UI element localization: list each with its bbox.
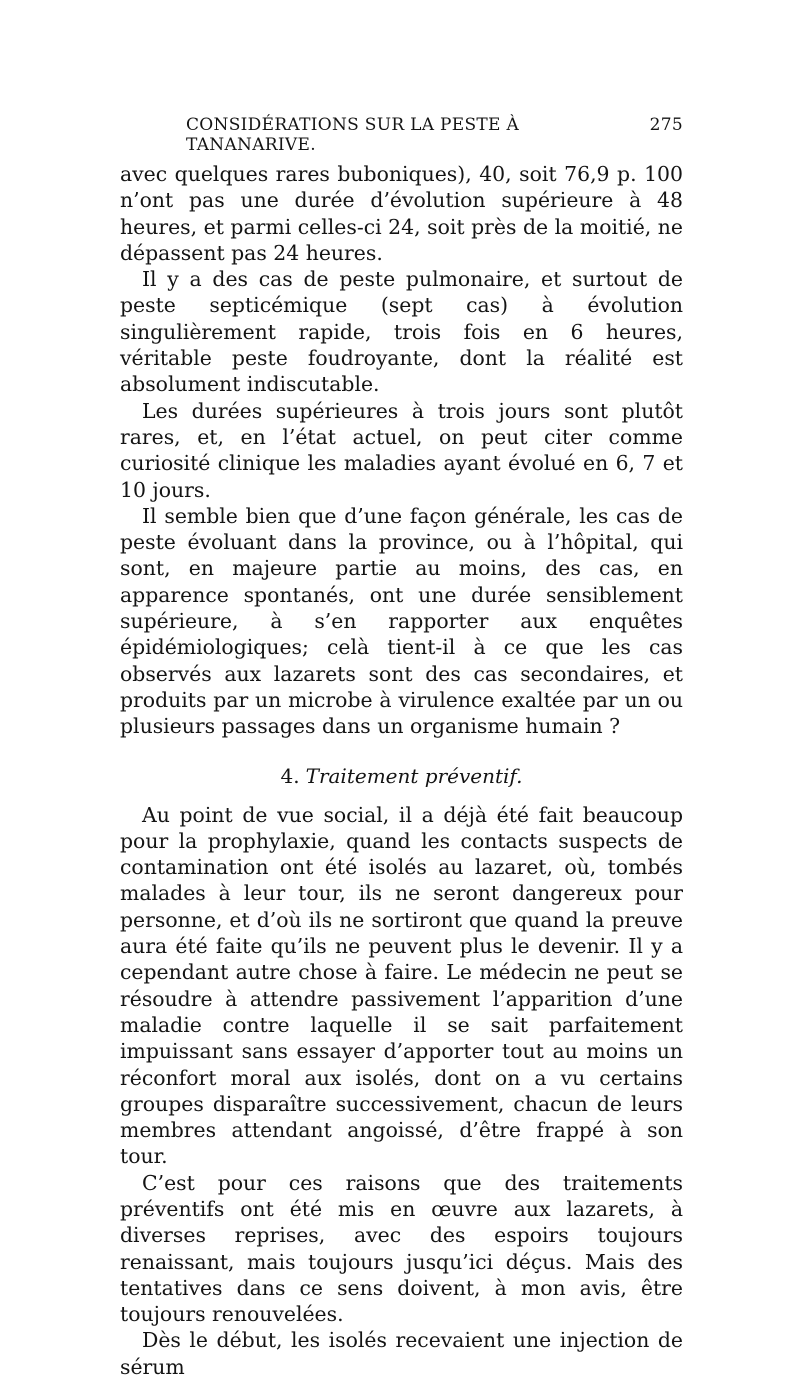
body-text — [120, 161, 683, 1380]
book-page — [120, 115, 683, 1380]
section-heading — [120, 764, 683, 788]
running-header — [120, 115, 683, 155]
section-number: 4. — [280, 763, 300, 788]
paragraph: Les durées supérieures à trois jours sont plutôt rares, et, en l’état actuel, on peut citer comme curiosité clinique les maladies ayant évolué en 6, 7 et 10 jours. — [120, 398, 683, 502]
running-title: CONSIDÉRATIONS SUR LA PESTE À TANANARIVE. — [186, 115, 520, 155]
paragraph: Il y a des cas de peste pulmonaire, et surtout de peste septicémique (sept cas) à évolution singulièrement rapide, trois fois en 6 heures, véritable peste foudroyante, dont la réalité est absolument indiscutable. — [120, 267, 683, 397]
paragraph: C’est pour ces raisons que des traitements préventifs ont été mis en œuvre aux lazarets, à diverses reprises, avec des espoirs toujours renaissant, mais toujours jusqu’ici déçus. Mais des tentatives dans ce sens doivent, à mon avis, être toujours renouvelées. — [120, 1170, 683, 1327]
paragraph: avec quelques rares buboniques), 40, soit 76,9 p. 100 n’ont pas une durée d’évolution supérieure à 48 heures, et parmi celles-ci 24, soit près de la moitié, ne dépassent pas 24 heures. — [120, 162, 683, 265]
paragraph: Au point de vue social, il a déjà été fait beaucoup pour la prophylaxie, quand les contacts suspects de contamination ont été isolés au lazaret, où, tombés malades à leur tour, ils ne seront dangereux pour personne, et d’où ils ne sortiront que quand la preuve aura été faite qu’ils ne peuvent plus le devenir. Il y a cependant autre chose à faire. Le médecin ne peut se résoudre à attendre passivement l’apparition d’une maladie contre laquelle il se sait parfaitement impuissant sans essayer d’apporter tout au moins un réconfort moral aux isolés, dont on a vu certains groupes disparaître successivement, chacun de leurs membres attendant angoissé, d’être frappé à son tour. — [120, 802, 683, 1169]
section-title: Traitement préventif. — [305, 763, 523, 788]
page-number: 275 — [649, 115, 683, 135]
paragraph: Il semble bien que d’une façon générale, les cas de peste évoluant dans la province, ou à l’hôpital, qui sont, en majeure partie au moins, des cas, en apparence spontanés, ont une durée sensiblement supérieure, à s’en rapporter aux enquêtes épidémiologiques; celà tient-il à ce que les cas observés aux lazarets sont des cas secondaires, et produits par un microbe à virulence exaltée par un ou plusieurs passages dans un organisme humain ? — [120, 503, 683, 739]
paragraph: Dès le début, les isolés recevaient une injection de sérum — [120, 1328, 683, 1379]
